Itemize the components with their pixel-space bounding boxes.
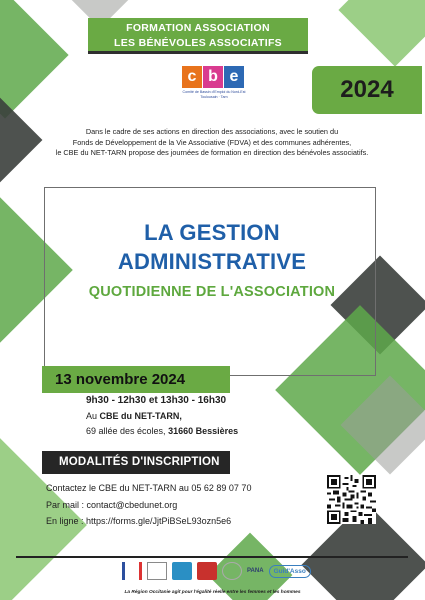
registration-heading: MODALITÉS D'INSCRIPTION	[42, 451, 230, 474]
sponsor-logos	[122, 562, 311, 580]
qr-code[interactable]	[327, 475, 376, 524]
main-title	[56, 218, 368, 276]
intro-line-3: le CBE du NET-TARN propose des journées de formation en direction des bénévoles associatifs.	[55, 148, 369, 157]
date-banner: 13 novembre 2024	[42, 366, 230, 393]
contact-email[interactable]: Par mail : contact@cbedunet.org	[46, 499, 178, 510]
haute-garonne-logo	[172, 562, 192, 580]
place-name: CBE du NET-TARN,	[99, 411, 182, 421]
intro-line-1: Dans le cadre de ses actions en direction des associations, avec le soutien du	[85, 127, 339, 136]
address-city: 31660 Bessières	[168, 425, 239, 436]
header-banner	[88, 18, 308, 54]
intro-text	[24, 127, 400, 159]
logo-tagline: Comité de Bassin d'Emploi du Nord-Est Toulousain · Tarn	[182, 90, 246, 99]
address-street: 69 allée des écoles,	[86, 425, 169, 436]
decor-diamond-top-right	[338, 0, 425, 67]
contact-phone: Contactez le CBE du NET-TARN au 05 62 89 07 70	[46, 483, 252, 493]
republique-francaise-logo	[122, 562, 142, 580]
logo-letter-c: c	[182, 66, 202, 88]
cbe-logo	[182, 66, 246, 112]
footnote: La Région Occitanie agit pour l'égalité réelle entre les femmes et les hommes	[124, 590, 301, 595]
footer-divider	[16, 556, 408, 558]
fdva-logo	[147, 562, 167, 580]
title-line-1: LA GESTION	[144, 220, 280, 245]
subtitle: QUOTIDIENNE DE L'ASSOCIATION	[88, 284, 336, 300]
tarn-logo	[222, 562, 242, 580]
banner-line-2: LES BÉNÉVOLES ASSOCIATIFS	[114, 37, 282, 49]
intro-line-2: Fonds de Développement de la Vie Associative (FDVA) et des communes adhérentes,	[72, 137, 352, 147]
pana-logo: PANA	[247, 567, 264, 574]
place-prefix: Au	[86, 411, 100, 421]
logo-letter-b: b	[203, 66, 223, 88]
session-hours: 9h30 - 12h30 et 13h30 - 16h30	[86, 395, 227, 406]
title-frame	[44, 187, 376, 376]
registration-contacts	[46, 480, 251, 530]
contact-online-form[interactable]: En ligne : https://forms.gle/JjtPiBSeL93ozn5e6	[46, 516, 232, 526]
qr-code-icon	[327, 475, 376, 524]
session-place	[86, 411, 238, 421]
logo-letter-e: e	[224, 66, 244, 88]
decor-diamond-top-left	[0, 0, 69, 119]
year-badge: 2024	[312, 66, 422, 114]
occitanie-logo	[197, 562, 217, 580]
session-address	[86, 426, 238, 436]
banner-line-1: FORMATION ASSOCIATION	[126, 22, 270, 34]
guidasso-logo: Guid'Asso	[269, 565, 311, 578]
session-info	[86, 395, 238, 440]
title-line-2: ADMINISTRATIVE	[117, 249, 307, 274]
